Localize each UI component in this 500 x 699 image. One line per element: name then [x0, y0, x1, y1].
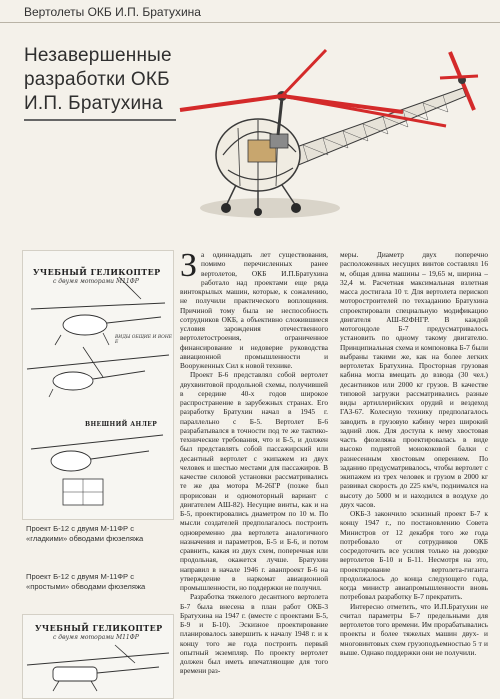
drawing-tag: ВИДЫ ОБЩИЕ И ВОНЕ Е: [115, 335, 173, 345]
running-header: [0, 0, 500, 23]
drawing2-subtitle: с двумя моторами М11ФР: [53, 634, 139, 641]
helicopter-drawing-simple-icon: [23, 615, 173, 698]
text-column-1: [180, 250, 328, 697]
drawing-panel-bottom: [22, 614, 174, 699]
paragraph: Проект Б-6 представлял собой вертолет двухвинтовой продольной схемы, получившей в середине 40-х годов широкое распространение в зарубежных странах. Его разработку Братухин начал в 1945 г. параллельно с Б-5. Вертолет Б-6 разрабатывался в точности под те же тактико-технические требования, что и Б-5, и должен был представлять собой пассажирский или десантный вертолет с экипажем из двух человек и шестью местами для пассажиров. В качестве силовой установки рассматривались те же два мотора М-26ГР (позже был прорисован и одномоторный вариант с двигателем АШ-82). Несущие винты, как и на Б-5, проектировались диаметром по 10 м. По мысли создателей предполагалось построить одновременно два вертолета аналогичного назначения и параметров, Б-5 и Б-6, и потом сравнить, какая из двух схем, поперечная или продольная, окажется лучше. Братухин направил в начале 1946 г. аванпроект Б-6 на утверждение в наркомат авиационной промышленности, но поддержки не получил.: [180, 370, 328, 592]
paragraph: меры. Диаметр двух поперечно расположенных несущих винтов составлял 16 м, общая длина машины – 19,65 м, ширина – 32,4 м. Расчетная максимальная взлетная масса достигала 10 т. Для вертолета перископ моторостроителей по техзаданию Братухина спроектировали специальную модификацию двигателя АШ-82ФНГР. В каждой мотогондоле Б-7 предусматривалось установить по одному такому двигателю. Принципиальная схема и компоновка Б-7 были выбраны такими же, как на более легких вертолетах Братухина. Просторная грузовая кабина могла вмещать до взвода (30 чел.) десантников или 2000 кг грузов. В качестве типовой загрузки рассматривались разные виды артиллерийских орудий и вездеход ГАЗ-67. Колесную технику предполагалось заводить в грузовую кабину через широкий задний люк. Для доступа к нему хвостовая часть фюзеляжа проектировалась в виде высоко поднятой монококовой балки с разнесенным хвостовым оперением. По заданию предусматривалось, чтобы вертолет с экипажем из трех человек и грузом в 2000 кг развивал скорость до 225 км/ч, поднимался на высоту до 5000 м и находился в воздухе до двух часов.: [340, 250, 488, 509]
drawing-label: ВНЕШНИЙ АНЛЕР: [85, 421, 158, 428]
article-title: [24, 44, 174, 154]
drop-cap: З: [180, 250, 198, 284]
text-column-2: [340, 250, 488, 697]
title-line-2: разработки ОКБ: [24, 69, 170, 90]
paragraph: Разработка тяжелого десантного вертолета Б-7 была внесена в план работ ОКБ-3 Братухина на 1947 г. (вместе с проектами Б-5, Б-9 и Б-10). Эскизное проектирование планировалось завершить к началу 1948 г. и к концу того же года построить первый опытный экземпляр. По проекту вертолет должен был иметь впечатляющие для того времени раз-: [180, 592, 328, 676]
title-line-1: Незавершенные: [24, 45, 172, 66]
drawing-panel-top: [22, 250, 174, 520]
helicopter-drawing-smooth-icon: [23, 251, 173, 519]
paragraph: ОКБ-3 закончило эскизный проект Б-7 к концу 1947 г., по постановлению Совета Министров от 12 декабря того же года потребовало от сотрудников ОКБ сосредоточить все усилия только на доводке вертолетов Б-10 и Б-11. Несмотря на это, проектирование вертолета-гиганта продолжалось до конца следующего года, когда министр авиапромышленности вновь потребовал разработку Б-7 прекратить.: [340, 509, 488, 602]
hero-illustration: [178, 40, 488, 240]
caption-2: Проект Б-12 с двумя М-11ФР с «простыми» обводами фюзеляжа: [26, 572, 146, 591]
helicopter-illustration-icon: [178, 40, 488, 240]
drawing-title: УЧЕБНЫЙ ГЕЛИКОПТЕР: [33, 267, 161, 277]
drawing-subtitle: с двумя моторами М11ФР: [53, 278, 139, 285]
header-title: Вертолеты ОКБ И.П. Братухина: [24, 5, 201, 19]
title-line-3: И.П. Братухина: [24, 93, 163, 114]
title-rule: [24, 119, 176, 121]
drawing2-title: УЧЕБНЫЙ ГЕЛИКОПТЕР: [35, 623, 163, 633]
caption-1: Проект Б-12 с двумя М-11ФР с «гладкими» обводами фюзеляжа: [26, 524, 144, 543]
paragraph: За одиннадцать лет существования, помимо перечисленных ранее вертолетов, ОКБ И.П.Братухина работало над проектами еще ряда винтокрылых машин, которые, к сожалению, не получили практического воплощения. Причиной тому была не неспособность сотрудников ОКБ, а объективно сложившиеся условия зарождения отечественного вертолетостроения, ограниченное финансирование и недоверие руководства авиационной промышленности и Вооруженных Сил к новой технике.: [180, 250, 328, 370]
paragraph: Интересно отметить, что И.П.Братухин не считал параметры Б-7 предельными для вертолетов того времени. Им прорабатывались проекты и более тяжелых машин двух- и многовинтовых схем грузоподъемностью 5 т и выше. Однако поддержки они не получили.: [340, 601, 488, 657]
